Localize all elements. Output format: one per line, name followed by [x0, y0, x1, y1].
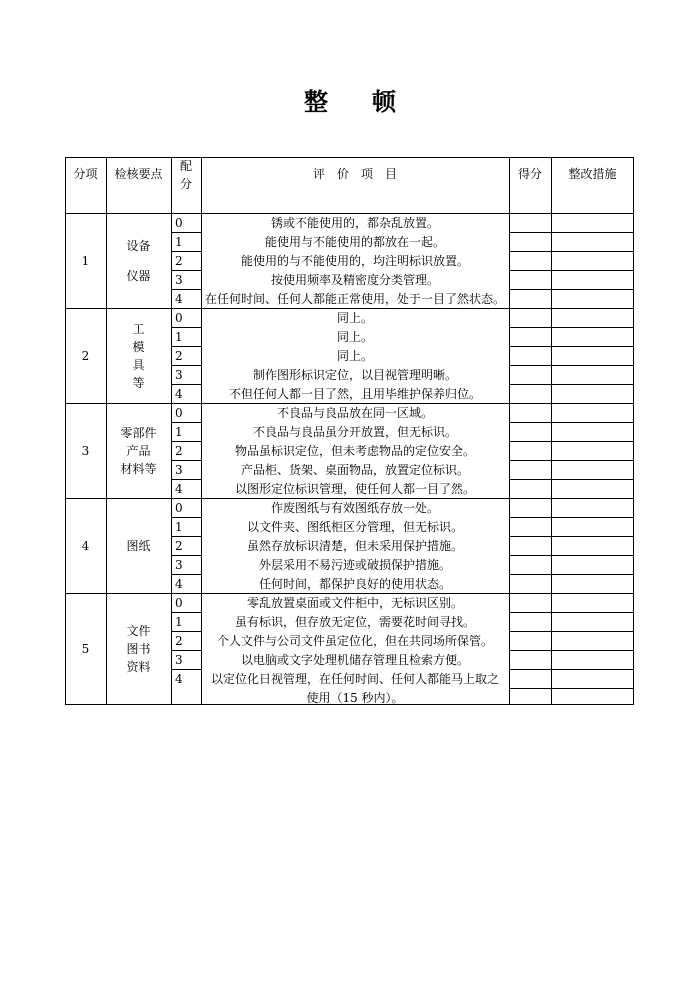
title-char-1: 整	[304, 87, 328, 116]
score-value: 2	[175, 349, 183, 363]
header-improvement: 整改措施	[568, 167, 617, 181]
score-row-divider	[171, 612, 201, 613]
evaluation-item: 以文件夹、图纸柜区分管理，但无标识。	[246, 520, 463, 534]
score-row-divider	[171, 460, 201, 461]
evaluation-item: 以电脑或文字处理机储存管理且检索方便。	[240, 653, 469, 667]
result-row-divider	[509, 289, 634, 290]
column-divider	[509, 157, 510, 705]
category-number: 1	[81, 253, 90, 268]
header-category: 分项	[73, 167, 98, 181]
header-evaluation: 评 价 项 目	[312, 167, 397, 181]
evaluation-item: 外层采用不易污迹或破损保护措施。	[258, 558, 451, 572]
page-title	[0, 82, 700, 117]
score-value: 2	[175, 444, 183, 458]
column-divider	[551, 157, 552, 705]
check-point-line: 图纸	[126, 538, 151, 553]
header-score-line2: 分	[179, 177, 192, 191]
evaluation-item-continued: 使用（15 秒内）。	[306, 691, 404, 705]
score-row-divider	[171, 479, 201, 480]
group-divider	[65, 308, 634, 309]
score-row-divider	[171, 289, 201, 290]
category-number: 2	[81, 348, 90, 363]
evaluation-item: 物品虽标识定位，但未考虑物品的定位安全。	[234, 444, 475, 458]
evaluation-item: 制作图形标识定位，以目视管理明晰。	[252, 368, 457, 382]
score-value: 3	[175, 653, 183, 667]
check-point-line: 仪器	[126, 268, 151, 283]
evaluation-item: 同上。	[336, 311, 373, 325]
result-row-divider	[509, 669, 634, 670]
result-row-divider	[509, 460, 634, 461]
score-value: 4	[175, 577, 183, 591]
evaluation-item: 个人文件与公司文件虽定位化，但在共同场所保管。	[216, 634, 493, 648]
check-point-line: 等	[132, 375, 145, 390]
result-row-divider	[509, 479, 634, 480]
score-value: 0	[175, 406, 183, 420]
score-value: 4	[175, 387, 183, 401]
category-number: 4	[81, 538, 90, 553]
score-row-divider	[171, 384, 201, 385]
result-row-divider	[509, 422, 634, 423]
evaluation-item: 不良品与良品放在同一区域。	[276, 406, 433, 420]
score-row-divider	[171, 441, 201, 442]
header-check-points: 检核要点	[114, 167, 163, 181]
score-row-divider	[171, 346, 201, 347]
result-row-divider	[509, 232, 634, 233]
evaluation-item: 零乱放置桌面或文件柜中，无标识区别。	[246, 596, 463, 610]
header-divider	[65, 213, 634, 214]
score-value: 1	[175, 520, 183, 534]
check-point-line: 设备	[126, 238, 151, 253]
score-row-divider	[171, 270, 201, 271]
evaluation-item: 任何时间，都保护良好的使用状态。	[258, 577, 451, 591]
score-value: 0	[175, 311, 183, 325]
evaluation-item: 不良品与良品虽分开放置，但无标识。	[252, 425, 457, 439]
score-value: 3	[175, 558, 183, 572]
result-row-divider	[509, 555, 634, 556]
title-char-2: 顿	[372, 87, 396, 116]
table-border-left	[65, 157, 66, 705]
header-score-line1: 配	[179, 159, 192, 173]
score-value: 0	[175, 596, 183, 610]
check-point-line: 资料	[126, 660, 151, 674]
evaluation-item: 在任何时间、任何人都能正常使用，处于一目了然状态。	[204, 292, 505, 306]
score-row-divider	[171, 574, 201, 575]
score-row-divider	[171, 327, 201, 328]
score-row-divider	[171, 251, 201, 252]
score-value: 0	[175, 501, 183, 515]
score-value: 1	[175, 615, 183, 629]
group-divider	[65, 403, 634, 404]
evaluation-item: 锈或不能使用的，都杂乱放置。	[270, 216, 439, 230]
evaluation-item: 同上。	[336, 349, 373, 363]
score-value: 3	[175, 273, 183, 287]
result-row-divider	[509, 612, 634, 613]
check-point-line: 具	[132, 357, 145, 372]
check-point-line: 零部件	[120, 425, 157, 440]
result-row-divider	[509, 327, 634, 328]
score-row-divider	[171, 555, 201, 556]
result-row-divider	[509, 251, 634, 252]
evaluation-item: 以图形定位标识管理，使任何人都一目了然。	[234, 482, 475, 496]
group-divider	[65, 498, 634, 499]
result-row-divider	[509, 441, 634, 442]
evaluation-item: 产品柜、货架、桌面物品，放置定位标识。	[240, 463, 469, 477]
result-row-divider	[509, 346, 634, 347]
header-obtained: 得分	[517, 167, 542, 181]
score-row-divider	[171, 422, 201, 423]
evaluation-table	[65, 157, 634, 705]
score-row-divider	[171, 650, 201, 651]
group-divider	[65, 593, 634, 594]
evaluation-item: 能使用与不能使用的都放在一起。	[264, 235, 445, 249]
check-point-line: 文件	[126, 624, 151, 638]
result-row-divider	[509, 365, 634, 366]
column-divider	[171, 157, 172, 705]
evaluation-item: 能使用的与不能使用的，均注明标识放置。	[240, 254, 469, 268]
evaluation-item: 虽然存放标识清楚，但未采用保护措施。	[246, 539, 463, 553]
result-row-divider	[509, 517, 634, 518]
score-value: 2	[175, 254, 183, 268]
check-point-line: 图书	[126, 642, 151, 656]
result-row-divider	[509, 631, 634, 632]
evaluation-item: 同上。	[336, 330, 373, 344]
score-value: 2	[175, 539, 183, 553]
score-row-divider	[171, 232, 201, 233]
score-value: 1	[175, 425, 183, 439]
result-row-divider	[509, 574, 634, 575]
score-value: 4	[175, 292, 183, 306]
score-row-divider	[171, 365, 201, 366]
category-number: 3	[81, 443, 90, 458]
table-border-right	[633, 157, 634, 705]
check-point-line: 材料等	[120, 461, 157, 476]
score-value: 3	[175, 463, 183, 477]
score-value: 0	[175, 216, 183, 230]
check-point-line: 工	[132, 321, 145, 336]
score-row-divider	[171, 517, 201, 518]
score-value: 4	[175, 482, 183, 496]
table-border-top	[65, 157, 634, 158]
result-row-divider	[509, 650, 634, 651]
evaluation-item: 按使用频率及精密度分类管理。	[270, 273, 439, 287]
result-row-divider	[509, 688, 634, 689]
evaluation-item: 作废图纸与有效图纸存放一处。	[270, 501, 439, 515]
score-value: 4	[175, 672, 183, 686]
result-row-divider	[509, 270, 634, 271]
score-row-divider	[171, 631, 201, 632]
category-number: 5	[81, 642, 90, 656]
score-value: 1	[175, 330, 183, 344]
score-value: 2	[175, 634, 183, 648]
score-row-divider	[171, 536, 201, 537]
check-point-line: 产品	[126, 443, 151, 458]
score-row-divider	[171, 669, 201, 670]
evaluation-item: 以定位化日视管理，在任何时间、任何人都能马上取之	[210, 672, 499, 686]
result-row-divider	[509, 384, 634, 385]
result-row-divider	[509, 536, 634, 537]
evaluation-item: 虽有标识，但存放无定位，需要花时间寻找。	[234, 615, 475, 629]
evaluation-item: 不但任何人都一目了然，且用毕维护保养归位。	[228, 387, 481, 401]
score-value: 1	[175, 235, 183, 249]
check-point-line: 模	[132, 339, 145, 354]
score-value: 3	[175, 368, 183, 382]
